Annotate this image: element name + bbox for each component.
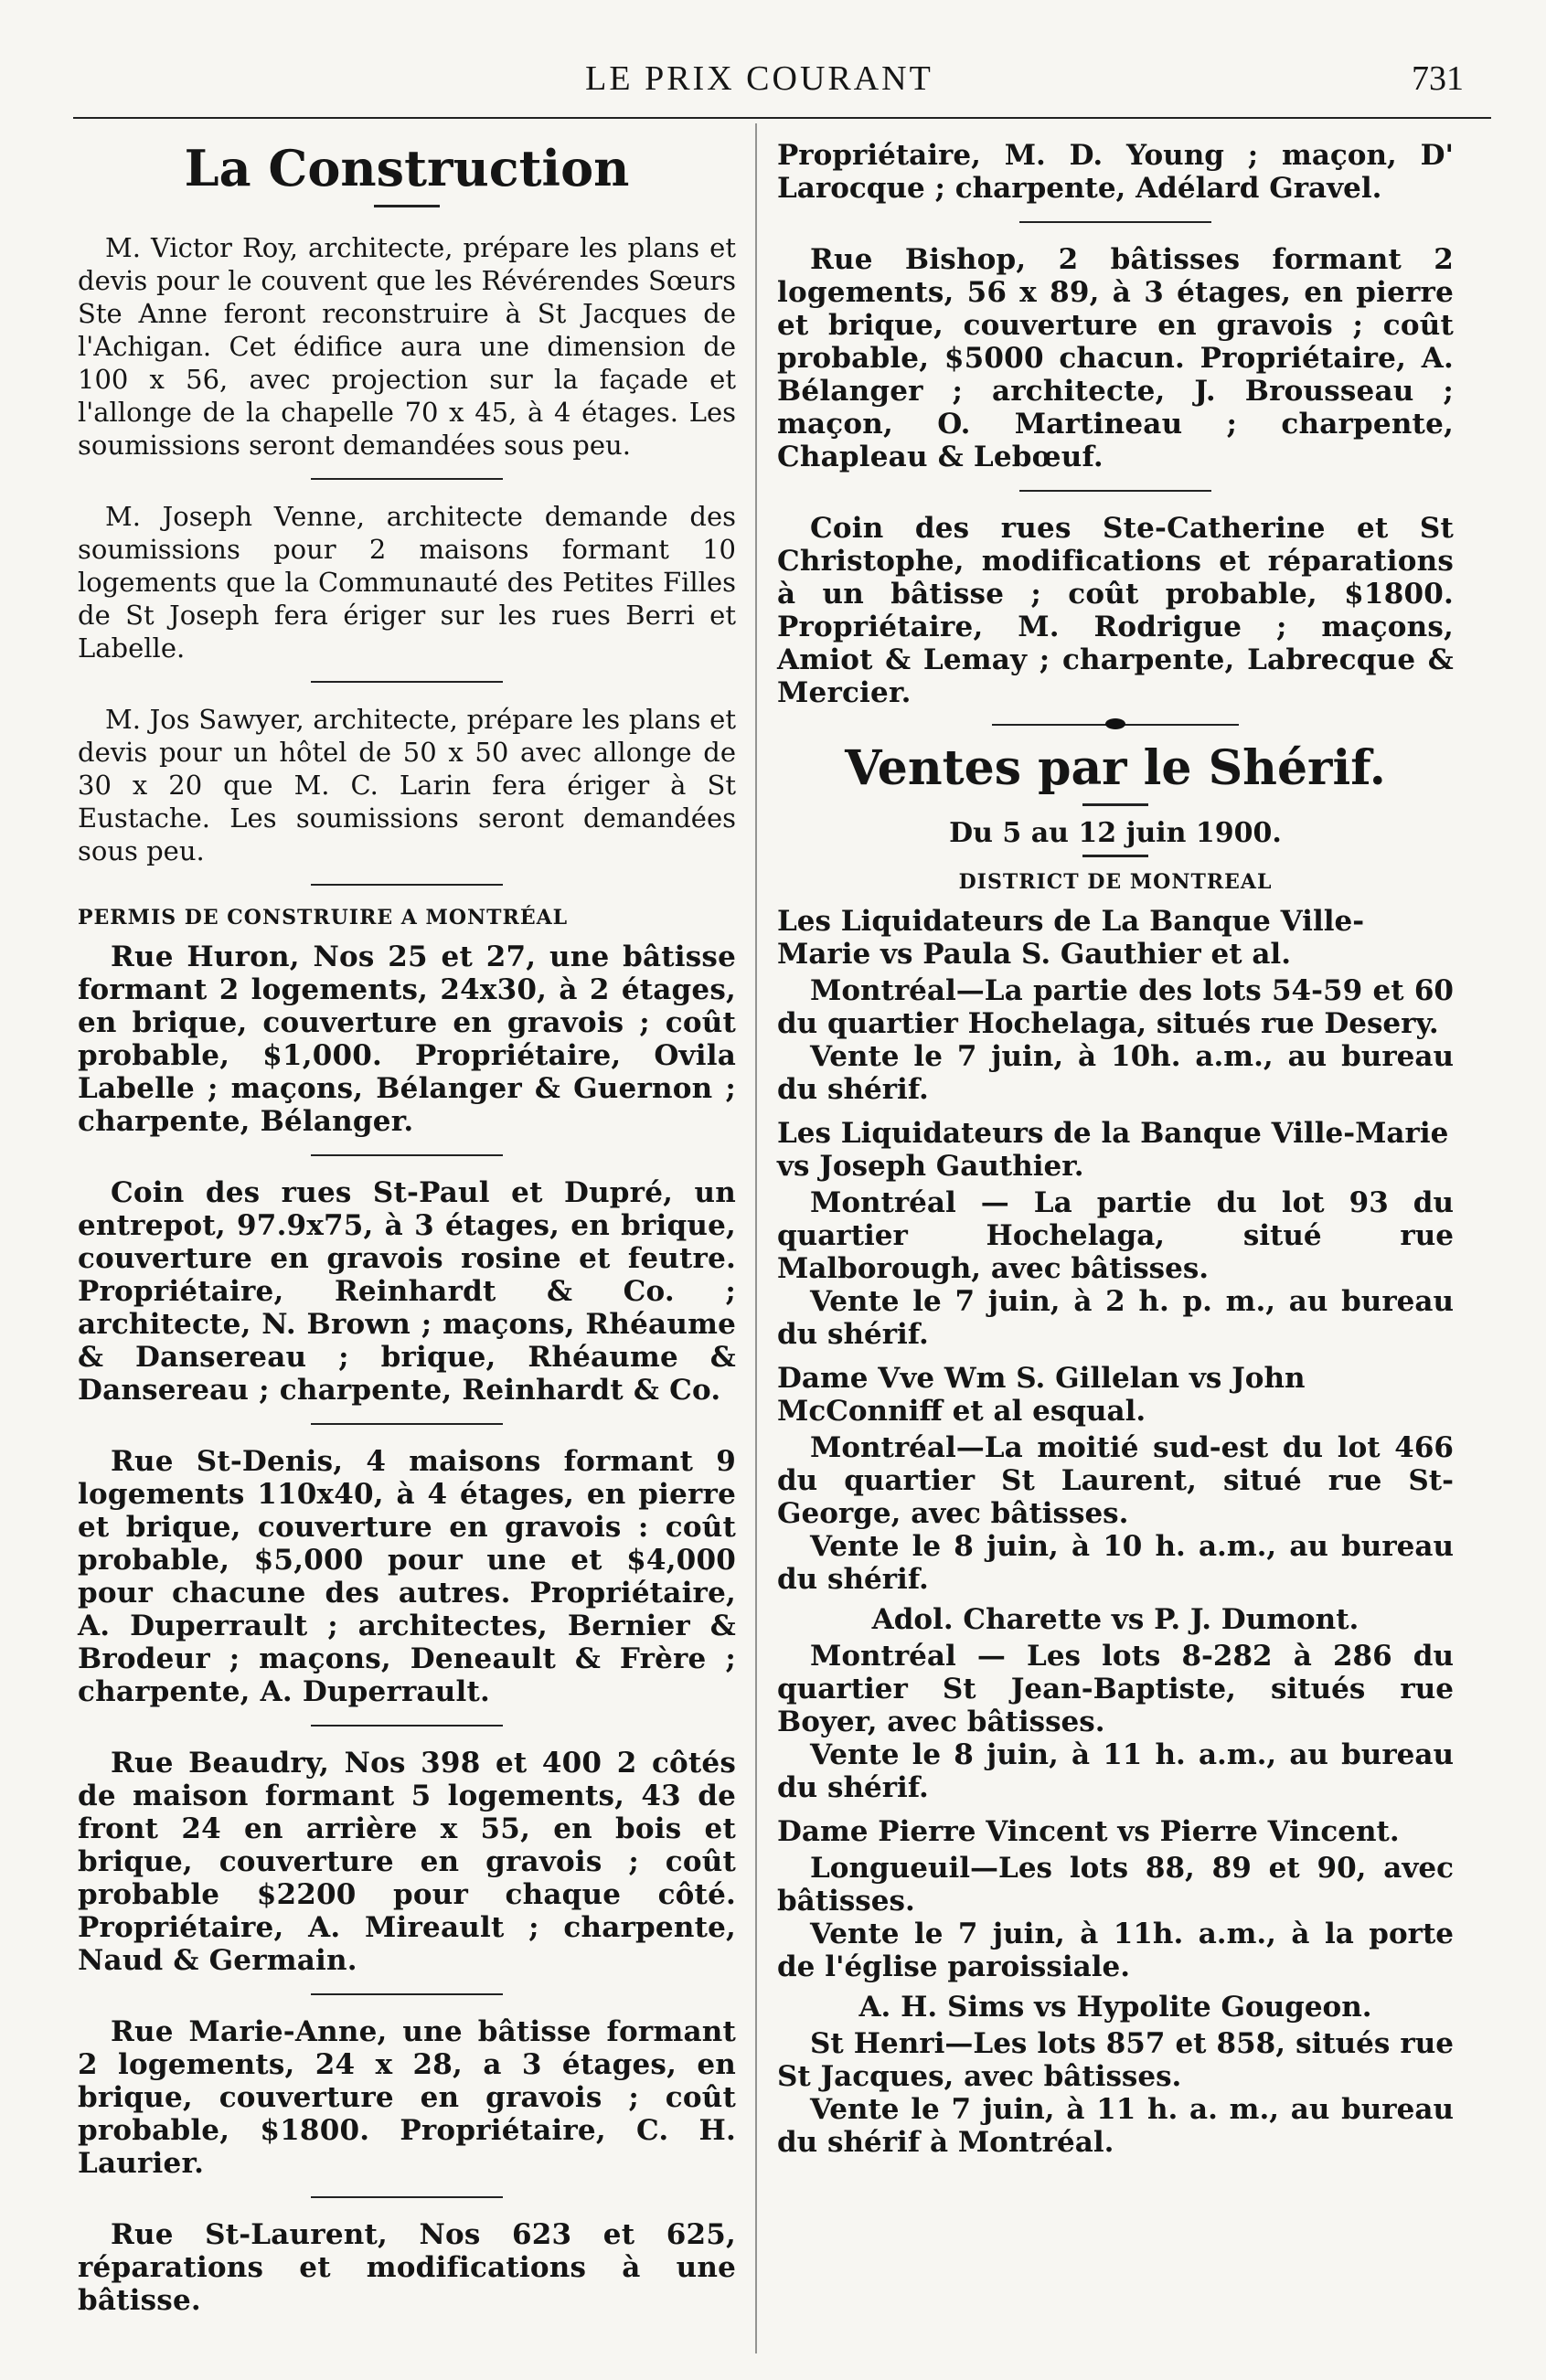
- permit-entry: Rue Beaudry, Nos 398 et 400 2 côtés de maison formant 5 logements, 43 de front 24 en arrière x 55, en bois et brique, couverture en gravois ; coût probable $2200 pour chaque côté. Propriétaire, A. Mireault ; charpente, Naud & Germain.: [78, 1747, 736, 1977]
- case-title: Adol. Charette vs P. J. Dumont.: [871, 1603, 1359, 1636]
- sale-case: [777, 1117, 1454, 1351]
- case-sale-time: Vente le 7 juin, à 2 h. p. m., au bureau du shérif.: [777, 1285, 1454, 1351]
- case-sale-time: Vente le 7 juin, à 11 h. a. m., au bureau du shérif à Montréal.: [777, 2093, 1454, 2159]
- case-property: Montréal — Les lots 8-282 à 286 du quartier St Jean-Baptiste, situés rue Boyer, avec bâtisses.: [777, 1640, 1454, 1738]
- separator-rule: [1019, 490, 1211, 492]
- left-column: [78, 139, 736, 2317]
- separator-rule: [1019, 221, 1211, 223]
- separator-rule: [311, 884, 503, 886]
- heading-rule: [1082, 803, 1148, 806]
- sale-dates: Du 5 au 12 juin 1900.: [949, 817, 1282, 849]
- separator-rule: [311, 1725, 503, 1727]
- permit-entry: Rue Marie-Anne, une bâtisse formant 2 logements, 24 x 28, a 3 étages, en brique, couverture en gravois ; coût probable, $1800. Propriétaire, C. H. Laurier.: [78, 2015, 736, 2180]
- journal-title: LE PRIX COURANT: [585, 59, 933, 98]
- separator-rule: [311, 2196, 503, 2198]
- notice-paragraph: M. Victor Roy, architecte, prépare les plans et devis pour le couvent que les Révérendes Sœurs Ste Anne feront reconstruire à St Jacques de l'Achigan. Cet édifice aura une dimension de 100 x 56, avec projection sur la façade et l'allonge de la chapelle 70 x 45, à 4 étages. Les soumissions seront demandées sous peu.: [78, 232, 736, 461]
- section-heading-ventes: Ventes par le Shérif.: [845, 740, 1386, 796]
- case-title: A. H. Sims vs Hypolite Gougeon.: [858, 1991, 1372, 2024]
- separator-rule: [311, 1154, 503, 1156]
- section-heading-construction: La Construction: [184, 139, 630, 197]
- case-sale-time: Vente le 7 juin, à 11h. a.m., à la porte de l'église paroissiale.: [777, 1918, 1454, 1983]
- permit-entry: Coin des rues Ste-Catherine et St Christophe, modifications et réparations à un bâtisse ; coût probable, $1800. Propriétaire, M. Rodrigue ; maçons, Amiot & Lemay ; charpente, Labrecque & Mercier.: [777, 512, 1454, 709]
- permits-subheading: PERMIS DE CONSTRUIRE A MONTRÉAL: [78, 906, 569, 930]
- case-property: Montréal—La partie des lots 54-59 et 60 du quartier Hochelaga, situés rue Desery.: [777, 974, 1454, 1040]
- case-property: Longueuil—Les lots 88, 89 et 90, avec bâtisses.: [777, 1852, 1454, 1918]
- case-property: Montréal — La partie du lot 93 du quartier Hochelaga, situé rue Malborough, avec bâtisses.: [777, 1186, 1454, 1285]
- separator-rule: [311, 681, 503, 683]
- sale-case: [777, 905, 1454, 1106]
- permit-entry: Rue Bishop, 2 bâtisses formant 2 logements, 56 x 89, à 3 étages, en pierre et brique, couverture en gravois ; coût probable, $5000 chacun. Propriétaire, A. Bélanger ; architecte, J. Brousseau ; maçon, O. Martineau ; charpente, Chapleau & Lebœuf.: [777, 243, 1454, 473]
- page-number: 731: [1412, 59, 1464, 98]
- sale-case: [777, 1991, 1454, 2159]
- notice-paragraph: M. Joseph Venne, architecte demande des soumissions pour 2 maisons formant 10 logements que la Communauté des Petites Filles de St Joseph fera ériger sur les rues Berri et Labelle.: [78, 501, 736, 664]
- header-rule: [73, 117, 1491, 119]
- running-head: [55, 53, 1464, 99]
- sale-case: [777, 1362, 1454, 1596]
- case-title: Les Liquidateurs de la Banque Ville-Marie vs Joseph Gauthier.: [777, 1117, 1449, 1183]
- district-subheading: DISTRICT DE MONTREAL: [958, 870, 1273, 894]
- right-column: [777, 139, 1454, 2159]
- column-divider: [755, 123, 757, 2353]
- separator-rule: [311, 478, 503, 480]
- case-property: Montréal—La moitié sud-est du lot 466 du quartier St Laurent, situé rue St-George, avec bâtisses.: [777, 1431, 1454, 1530]
- section-separator-ornament: [992, 724, 1239, 726]
- sale-case: [777, 1815, 1454, 1983]
- sale-case: [777, 1603, 1454, 1804]
- permit-entry-continued: Propriétaire, M. D. Young ; maçon, D' Larocque ; charpente, Adélard Gravel.: [777, 139, 1454, 205]
- permit-entry: Rue St-Denis, 4 maisons formant 9 logements 110x40, à 4 étages, en pierre et brique, couverture en gravois : coût probable, $5,000 pour une et $4,000 pour chacune des autres. Propriétaire, A. Duperrault ; architectes, Bernier & Brodeur ; maçons, Deneault & Frère ; charpente, A. Duperrault.: [78, 1445, 736, 1708]
- heading-rule: [1082, 855, 1148, 857]
- case-sale-time: Vente le 7 juin, à 10h. a.m., au bureau du shérif.: [777, 1040, 1454, 1106]
- heading-rule: [374, 205, 440, 207]
- case-title: Les Liquidateurs de La Banque Ville-Marie vs Paula S. Gauthier et al.: [777, 905, 1365, 971]
- permit-entry: Rue Huron, Nos 25 et 27, une bâtisse formant 2 logements, 24x30, à 2 étages, en brique, couverture en gravois ; coût probable, $1,000. Propriétaire, Ovila Labelle ; maçons, Bélanger & Guernon ; charpente, Bélanger.: [78, 940, 736, 1138]
- permit-entry: Coin des rues St-Paul et Dupré, un entrepot, 97.9x75, à 3 étages, en brique, couverture en gravois rosine et feutre. Propriétaire, Reinhardt & Co. ; architecte, N. Brown ; maçons, Rhéaume & Dansereau ; brique, Rhéaume & Dansereau ; charpente, Reinhardt & Co.: [78, 1176, 736, 1407]
- case-title: Dame Vve Wm S. Gillelan vs John McConniff et al esqual.: [777, 1362, 1306, 1428]
- case-title: Dame Pierre Vincent vs Pierre Vincent.: [777, 1815, 1400, 1848]
- notice-paragraph: M. Jos Sawyer, architecte, prépare les plans et devis pour un hôtel de 50 x 50 avec allonge de 30 x 20 que M. C. Larin fera ériger à St Eustache. Les soumissions seront demandées sous peu.: [78, 704, 736, 866]
- permit-entry: Rue St-Laurent, Nos 623 et 625, réparations et modifications à une bâtisse.: [78, 2218, 736, 2317]
- case-property: St Henri—Les lots 857 et 858, situés rue St Jacques, avec bâtisses.: [777, 2027, 1454, 2093]
- case-sale-time: Vente le 8 juin, à 11 h. a.m., au bureau du shérif.: [777, 1738, 1454, 1804]
- separator-rule: [311, 1993, 503, 1995]
- separator-rule: [311, 1423, 503, 1425]
- case-sale-time: Vente le 8 juin, à 10 h. a.m., au bureau du shérif.: [777, 1530, 1454, 1596]
